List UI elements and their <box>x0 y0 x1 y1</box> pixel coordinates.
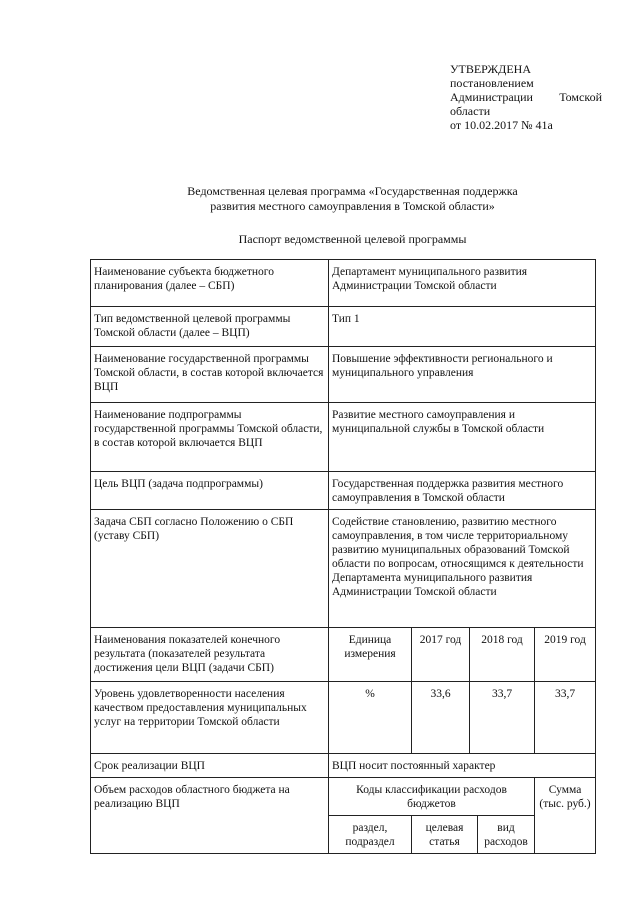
row-value: ВЦП носит постоянный характер <box>329 754 596 778</box>
row-value: Департамент муниципального развития Администрации Томской области <box>329 260 596 307</box>
approval-line: УТВЕРЖДЕНА <box>450 62 532 76</box>
passport-title: Паспорт ведомственной целевой программы <box>238 232 467 246</box>
passport-table <box>90 259 596 854</box>
value-2018: 33,7 <box>470 682 535 754</box>
table-row <box>91 347 596 403</box>
approval-stamp <box>450 62 602 132</box>
table-row <box>91 510 596 628</box>
table-row <box>91 778 596 816</box>
program-title <box>0 184 640 214</box>
year-header-2017: 2017 год <box>412 628 470 682</box>
target-header: целевая статья <box>412 816 478 854</box>
row-label: Уровень удовлетворенности населения качеством предоставления муниципальных услуг на территории Томской области <box>91 682 329 754</box>
table-row <box>91 682 596 754</box>
approval-line: области <box>450 104 491 118</box>
table-row <box>91 472 596 510</box>
section-header: раздел, подраздел <box>329 816 412 854</box>
approval-line: постановлением <box>450 76 534 90</box>
row-label: Объем расходов областного бюджета на реализацию ВЦП <box>91 778 329 854</box>
row-value: Государственная поддержка развития местного самоуправления в Томской области <box>329 472 596 510</box>
sum-header: Сумма (тыс. руб.) <box>535 778 596 854</box>
row-label: Наименование подпрограммы государственной программы Томской области, в состав которой включается ВЦП <box>91 403 329 472</box>
row-label: Срок реализации ВЦП <box>91 754 329 778</box>
row-value: Развитие местного самоуправления и муниципальной службы в Томской области <box>329 403 596 472</box>
unit-header: Единица измерения <box>329 628 412 682</box>
value-2017: 33,6 <box>412 682 470 754</box>
year-header-2019: 2019 год <box>535 628 596 682</box>
row-label: Наименование государственной программы Томской области, в состав которой включается ВЦП <box>91 347 329 403</box>
kind-header: вид расходов <box>478 816 535 854</box>
row-label: Тип ведомственной целевой программы Томской области (далее – ВЦП) <box>91 307 329 347</box>
table-row <box>91 260 596 307</box>
codes-header: Коды классификации расходов бюджетов <box>329 778 535 816</box>
program-title-line: Ведомственная целевая программа «Государственная поддержка <box>187 184 518 198</box>
row-label: Задача СБП согласно Положению о СБП (уставу СБП) <box>91 510 329 628</box>
year-header-2018: 2018 год <box>470 628 535 682</box>
table-row <box>91 628 596 682</box>
approval-line <box>450 90 602 104</box>
approval-word: Администрации <box>450 90 533 104</box>
row-value: Содействие становлению, развитию местного самоуправления, в том числе территориальному развитию муниципальных образований Томской области по вопросам, относящимся к деятельности Департамента муниципального развития Администрации Томской области <box>329 510 596 628</box>
program-title-line: развития местного самоуправления в Томской области» <box>210 199 495 213</box>
row-value: Повышение эффективности регионального и муниципального управления <box>329 347 596 403</box>
approval-word: Томской <box>559 90 602 104</box>
unit-value: % <box>329 682 412 754</box>
row-value: Тип 1 <box>329 307 596 347</box>
row-label: Наименования показателей конечного результата (показателей результата достижения цели ВЦП (задачи СБП) <box>91 628 329 682</box>
table-row <box>91 307 596 347</box>
row-label: Наименование субъекта бюджетного планирования (далее – СБП) <box>91 260 329 307</box>
approval-date: от 10.02.2017 № 41а <box>450 118 553 132</box>
row-label: Цель ВЦП (задача подпрограммы) <box>91 472 329 510</box>
value-2019: 33,7 <box>535 682 596 754</box>
table-row <box>91 754 596 778</box>
table-row <box>91 403 596 472</box>
